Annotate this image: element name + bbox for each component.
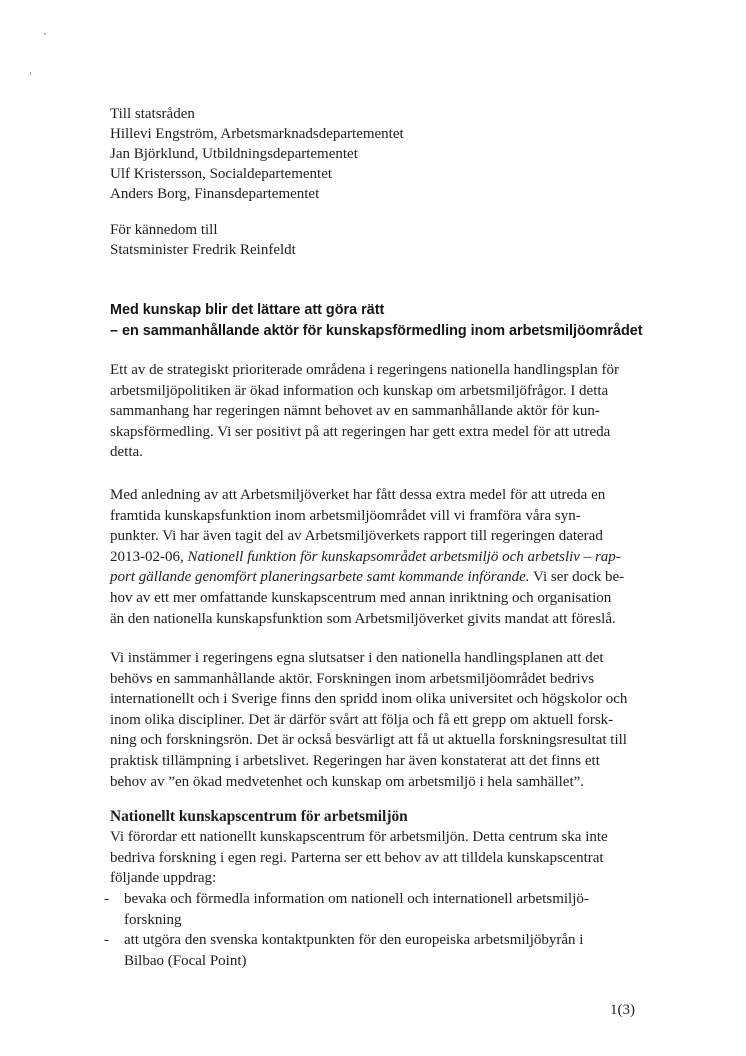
text-line: än den nationella kunskapsfunktion som Arbetsmiljöverket givits mandat att föreslå.: [110, 610, 616, 627]
paragraph-1: [110, 360, 670, 463]
text-line: ning och forskningsrön. Det är också besvärligt att få ut aktuella forskningsresultat till: [110, 732, 627, 749]
section-intro: [110, 827, 670, 889]
cc-line: För kännedom till: [110, 222, 218, 238]
scan-speck: [30, 72, 31, 75]
text-line: skapsförmedling. Vi ser positivt på att regeringen har gett extra medel för att utreda: [110, 423, 611, 440]
text-fragment: Vi ser dock be-: [529, 569, 625, 586]
text-line: sammanhang har regeringen nämnt behovet av en sammanhållande aktör för kun-: [110, 403, 600, 420]
text-line: praktisk tillämpning i arbetslivet. Regeringen har även konstaterat att det finns ett: [110, 752, 600, 769]
text-line: inom olika discipliner. Det är därför svårt att följa och få ett grepp om aktuell forsk-: [110, 711, 614, 728]
recipients-block: [110, 104, 670, 204]
recipients-line: Till statsråden: [110, 106, 195, 122]
recipients-line: Jan Björklund, Utbildningsdepartementet: [110, 146, 358, 162]
text-line: behov av ”en ökad medvetenhet och kunskap om arbetsmiljö i hela samhället”.: [110, 773, 585, 790]
title-line: Med kunskap blir det lättare att göra rätt: [110, 302, 385, 318]
text-line: [110, 547, 670, 568]
text-line: behövs en sammanhållande aktör. Forskningen inom arbetsmiljöområdet bedrivs: [110, 670, 595, 687]
text-line: framtida kunskapsfunktion inom arbetsmiljöområdet vill vi framföra våra syn-: [110, 507, 581, 524]
document-title: [110, 300, 690, 342]
text-line: arbetsmiljöpolitiken är ökad information och kunskap om arbetsmiljöfrågor. I detta: [110, 382, 609, 399]
recipients-line: Ulf Kristersson, Socialdepartementet: [110, 166, 333, 182]
text-line: att utgöra den svenska kontaktpunkten för den europeiska arbetsmiljöbyrån i: [124, 932, 584, 949]
text-line: forskning: [124, 911, 182, 928]
recipients-line: Hillevi Engström, Arbetsmarknadsdepartementet: [110, 126, 404, 142]
assignment-list: [104, 889, 674, 971]
report-date: 2013-02-06,: [110, 548, 188, 565]
bullet-marker: -: [104, 932, 109, 949]
text-line: detta.: [110, 444, 143, 461]
text-line: Med anledning av att Arbetsmiljöverket har fått dessa extra medel för att utreda en: [110, 487, 606, 503]
cc-line: Statsminister Fredrik Reinfeldt: [110, 242, 296, 258]
subtitle-line: – en sammanhållande aktör för kunskapsförmedling inom arbetsmiljöområdet: [110, 323, 643, 339]
list-item: [104, 930, 674, 971]
text-line: bedriva forskning i egen regi. Parterna ser ett behov av att tilldela kunskapscentrat: [110, 849, 604, 866]
section-heading: Nationellt kunskapscentrum för arbetsmiljön: [110, 808, 408, 825]
text-line: följande uppdrag:: [110, 870, 217, 887]
cc-block: [110, 220, 670, 260]
scan-speck: [44, 33, 46, 35]
text-line: Vi förordar ett nationellt kunskapscentrum för arbetsmiljön. Detta centrum ska inte: [110, 829, 608, 845]
text-line: internationellt och i Sverige finns den spridd inom olika universitet och högskolor och: [110, 691, 628, 708]
text-line: Vi instämmer i regeringens egna slutsatser i den nationella handlingsplanen att det: [110, 650, 604, 666]
paragraph-2: [110, 485, 670, 629]
bullet-marker: -: [104, 891, 109, 907]
text-line: hov av ett mer omfattande kunskapscentrum med annan inriktning och organisation: [110, 589, 612, 606]
report-title-cont: port gällande genomfört planeringsarbete samt kommande införande.: [110, 569, 530, 586]
text-line: Bilbao (Focal Point): [124, 952, 247, 969]
text-line: Ett av de strategiskt prioriterade områdena i regeringens nationella handlingsplan för: [110, 362, 619, 378]
list-item: [104, 889, 674, 930]
page-number: 1(3): [610, 1002, 635, 1018]
text-line: punkter. Vi har även tagit del av Arbetsmiljöverkets rapport till regeringen daterad: [110, 528, 603, 545]
report-title: Nationell funktion för kunskapsområdet arbetsmiljö och arbetsliv – rap-: [187, 548, 621, 565]
recipients-line: Anders Borg, Finansdepartementet: [110, 186, 320, 202]
paragraph-3: [110, 648, 670, 792]
text-line: bevaka och förmedla information om nationell och internationell arbetsmiljö-: [124, 891, 589, 907]
text-line: [110, 567, 670, 588]
